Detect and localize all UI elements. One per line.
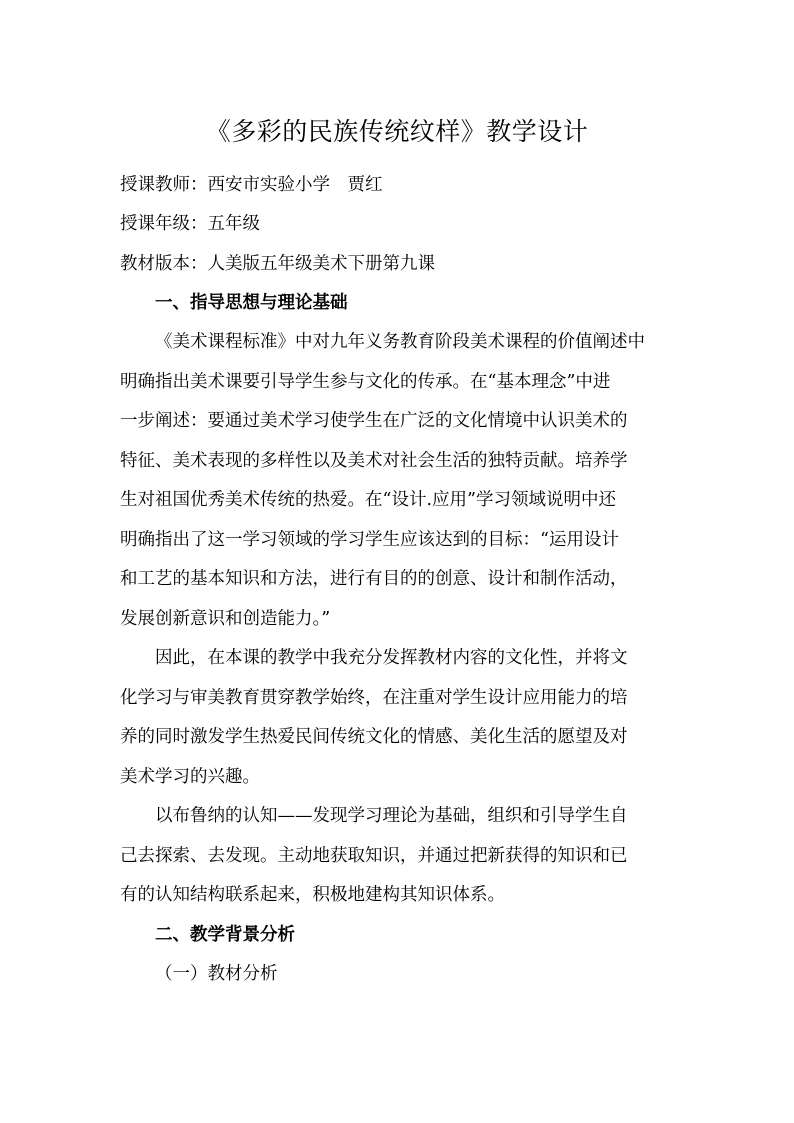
section-heading-guiding: 一、指导思想与理论基础 <box>155 293 348 313</box>
paragraph-line: 明确指出美术课要引导学生参与文化的传承。在“基本理念”中进 <box>120 372 611 392</box>
paragraph-line: 明确指出了这一学习领域的学习学生应该达到的目标：“运用设计 <box>120 530 619 550</box>
paragraph-line: 有的认知结构联系起来，积极地建构其知识体系。 <box>120 885 505 905</box>
paragraph-line: 和工艺的基本知识和方法，进行有目的的创意、设计和制作活动， <box>120 569 628 589</box>
paragraph-line: 己去探索、去发现。主动地获取知识，并通过把新获得的知识和已 <box>120 846 628 866</box>
section-heading-background: 二、教学背景分析 <box>155 925 295 945</box>
paragraph-line: 养的同时激发学生热爱民间传统文化的情感、美化生活的愿望及对 <box>120 727 628 747</box>
meta-edition: 教材版本：人美版五年级美术下册第九课 <box>120 254 435 274</box>
document-title: 《多彩的民族传统纹样》教学设计 <box>205 117 589 146</box>
paragraph-line: 生对祖国优秀美术传统的热爱。在“设计.应用”学习领域说明中还 <box>120 490 616 510</box>
paragraph-line: 因此，在本课的教学中我充分发挥教材内容的文化性，并将文 <box>155 648 628 668</box>
paragraph-line: 发展创新意识和创造能力。” <box>120 609 331 629</box>
meta-grade: 授课年级：五年级 <box>120 214 260 234</box>
paragraph-line: 一步阐述：要通过美术学习使学生在广泛的文化情境中认识美术的 <box>120 411 628 431</box>
paragraph-line: 《美术课程标准》中对九年义务教育阶段美术课程的价值阐述中 <box>155 332 645 352</box>
subsection-heading-textbook: （一）教材分析 <box>155 964 278 984</box>
paragraph-line: 以布鲁纳的认知——发现学习理论为基础，组织和引导学生自 <box>155 806 628 826</box>
meta-teacher: 授课教师：西安市实验小学 贾红 <box>120 175 383 195</box>
paragraph-line: 特征、美术表现的多样性以及美术对社会生活的独特贡献。培养学 <box>120 451 628 471</box>
paragraph-line: 美术学习的兴趣。 <box>120 767 260 787</box>
paragraph-line: 化学习与审美教育贯穿教学始终，在注重对学生设计应用能力的培 <box>120 688 628 708</box>
